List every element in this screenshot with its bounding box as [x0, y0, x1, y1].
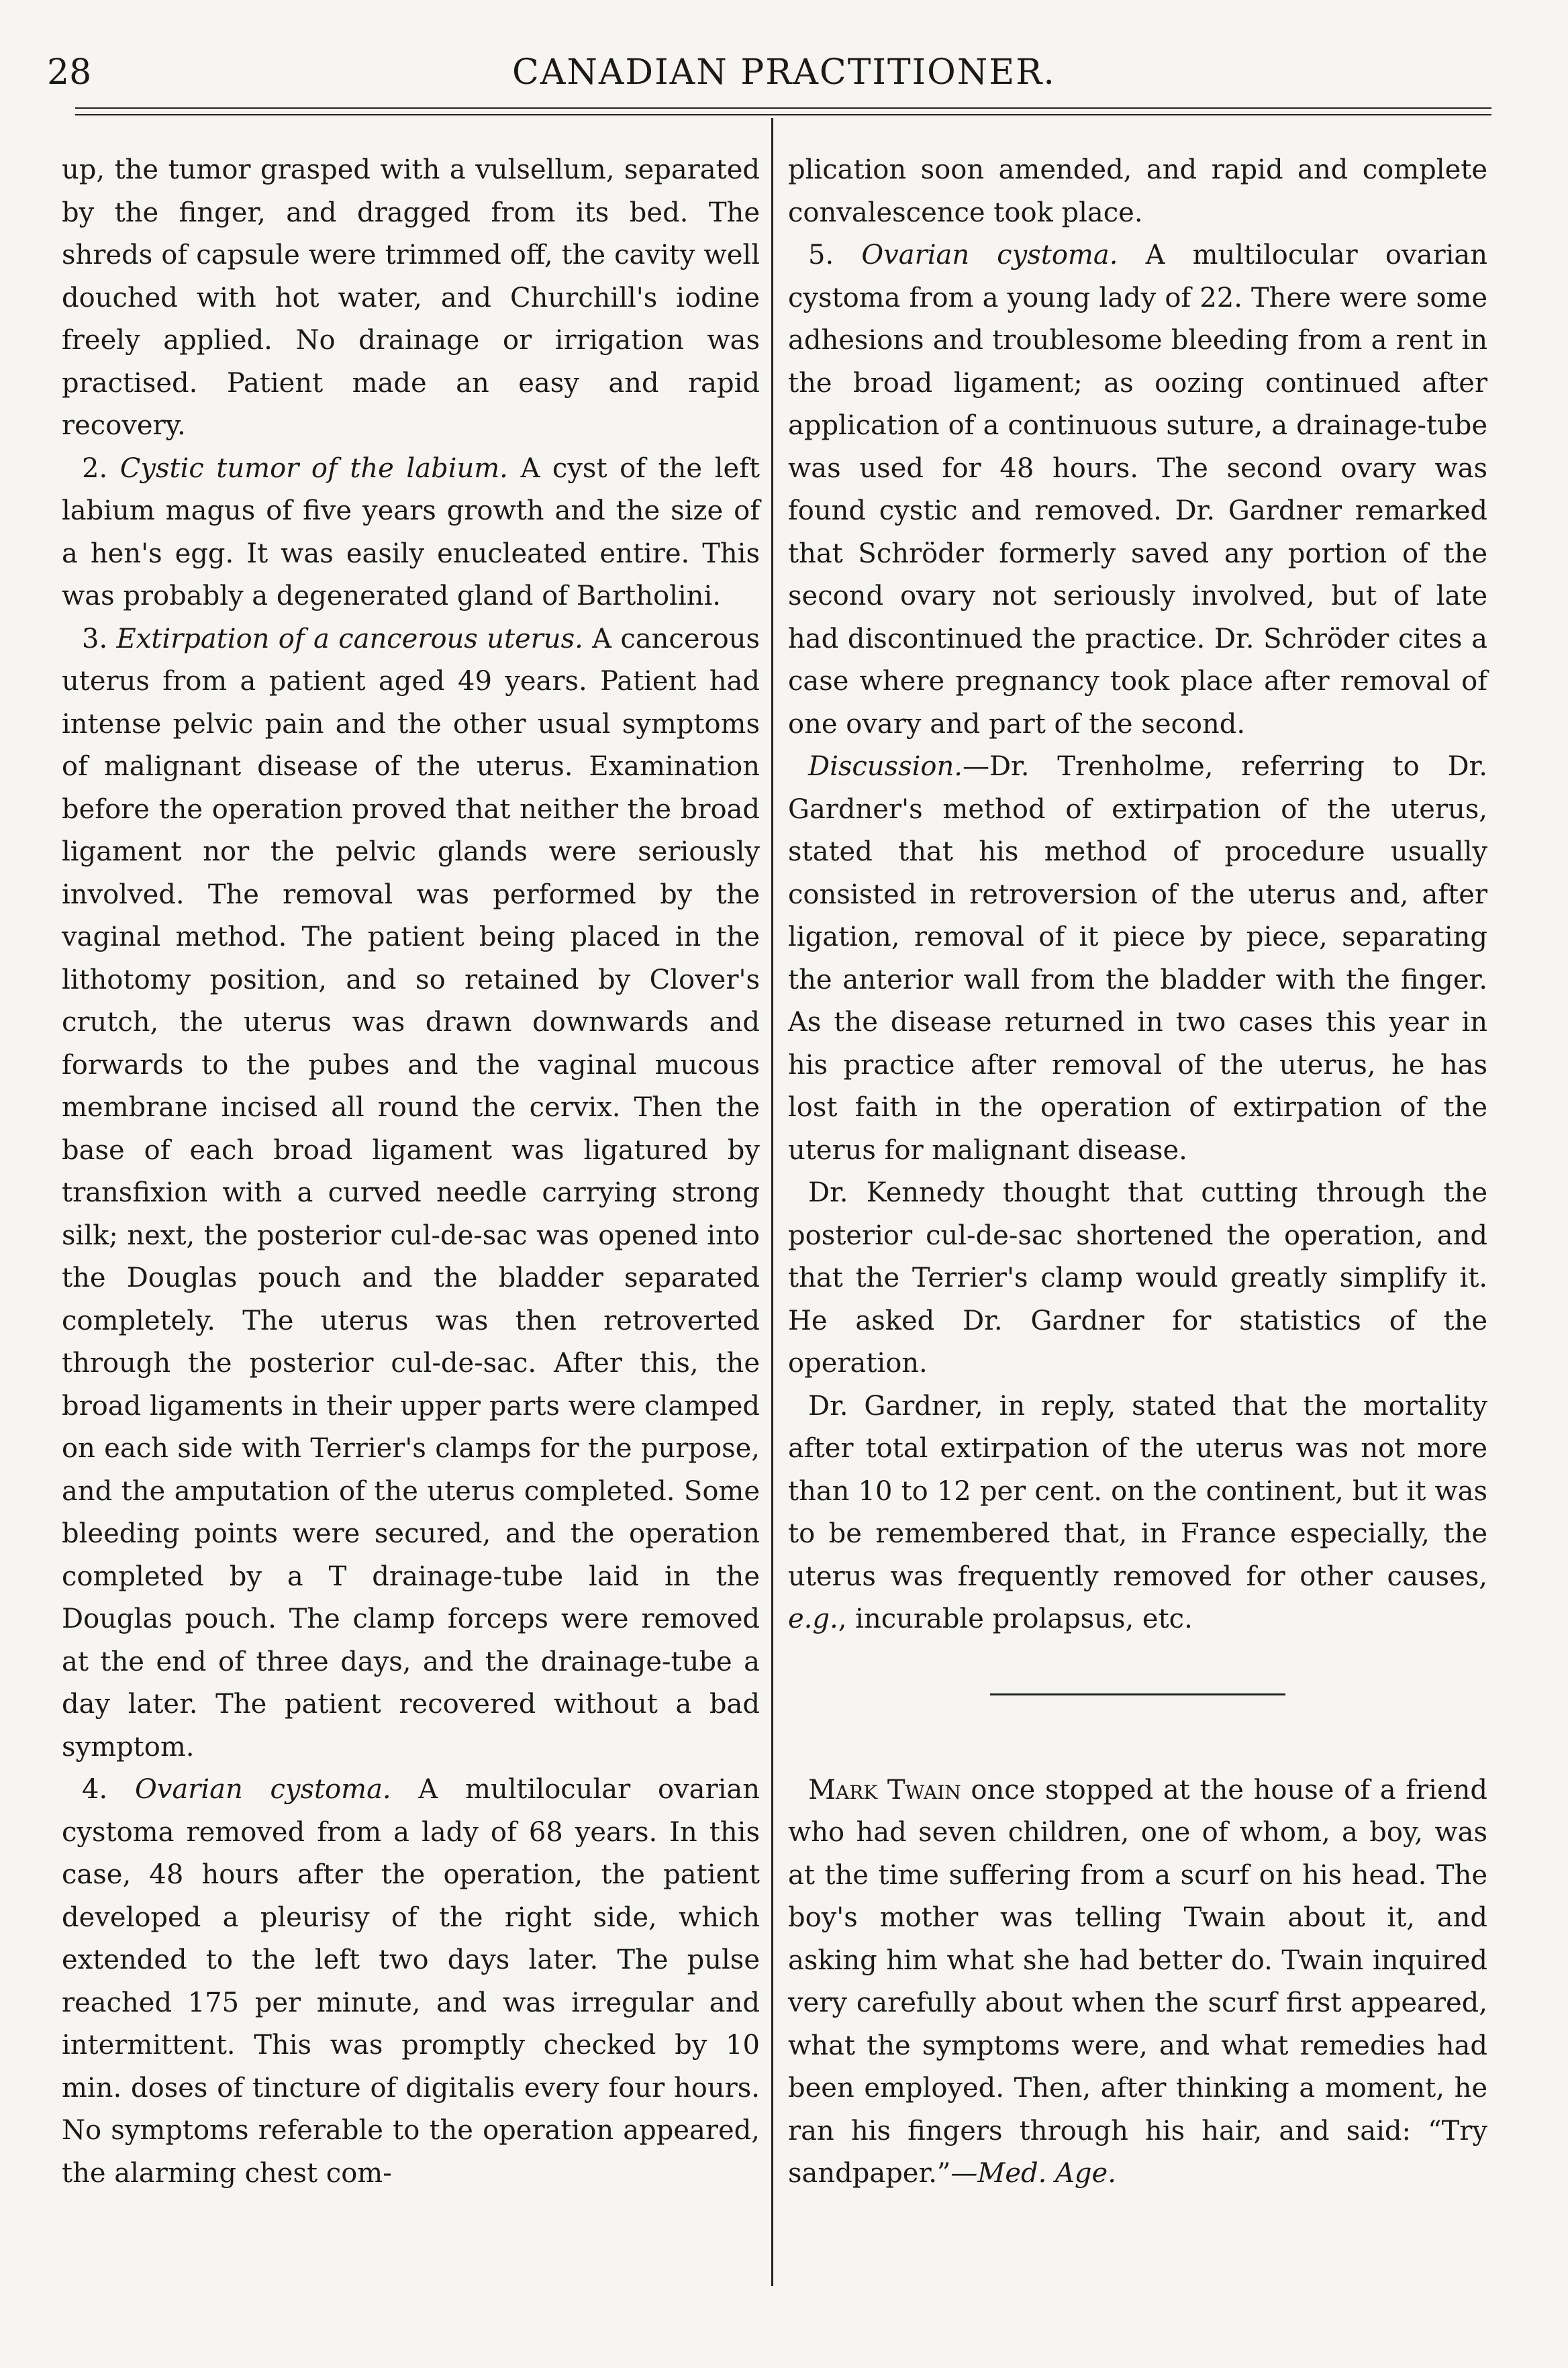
anecdote-body: once stopped at the house of a friend who had seven children, one of whom, a boy, was at the time suffering from a scurf on his head. The boy's mother was telling Twain about it, and asking him what she had better do. Twain inquired very carefully about when the scurf first appeared, what the symptoms were, and what remedies had been employed. Then, after thinking a moment, he ran his fingers through his hair, and said: “Try sandpaper.”	[788, 1774, 1487, 2189]
discussion-heading: Discussion.	[808, 751, 963, 782]
reply-text: Dr. Gardner, in reply, stated that the mortality after total extirpation of the uterus was not more than 10 to 12 per cent. on the continent, but it was to be remembered that, in France especially, the uterus was frequently removed for other causes,	[788, 1390, 1487, 1592]
case-title: Ovarian cystoma.	[134, 1774, 391, 1805]
case-body: A multilocular ovarian cystoma from a young lady of 22. There were some adhesions and troublesome bleeding from a rent in the broad ligament; as oozing continued after application of a continuous suture, a drainage-tube was used for 48 hours. The second ovary was found cystic and removed. Dr. Gardner remarked that Schröder formerly saved any portion of the second ovary not seriously involved, but of late had discontinued the practice. Dr. Schröder cites a case where pregnancy took place after removal of one ovary and part of the second.	[788, 240, 1487, 740]
discussion-body: —Dr. Trenholme, referring to Dr. Gardner's method of extirpation of the uterus, stated that his method of procedure usually consisted in retroversion of the uterus and, after ligation, removal of it piece by piece, separating the anterior wall from the bladder with the finger. As the disease returned in two cases this year in his practice after removal of the uterus, he has lost faith in the operation of extirpation of the uterus for malignant disease.	[788, 751, 1487, 1166]
paragraph-continuation: plication soon amended, and rapid and complete convalescence took place.	[788, 154, 1487, 228]
section-divider	[990, 1693, 1285, 1695]
reply-text-end: , incurable prolapsus, etc.	[838, 1604, 1193, 1634]
case-body: A cancerous uterus from a patient aged 49 years. Patient had intense pelvic pain and the other usual symptoms of malignant disease of the uterus. Examination before the operation proved that neither the broad ligament nor the pelvic glands were seriously involved. The removal was performed by the vaginal method. The patient being placed in the lithotomy position, and so retained by Clover's crutch, the uterus was drawn downwards and forwards to the pubes and the vaginal mucous membrane incised all round the cervix. Then the base of each broad ligament was ligatured by transfixion with a curved needle carrying strong silk; next, the posterior cul-de-sac was opened into the Douglas pouch and the bladder separated completely. The uterus was then retroverted through the posterior cul-de-sac. After this, the broad ligaments in their upper parts were clamped on each side with Terrier's clamps for the purpose, and the amputation of the uterus completed. Some bleeding points were secured, and the operation completed by a T drainage-tube laid in the Douglas pouch. The clamp forceps were removed at the end of three days, and the drainage-tube a day later. The patient recovered without a bad symptom.	[62, 623, 760, 1763]
reply-abbrev: e.g.	[788, 1604, 838, 1634]
case-title: Extirpation of a cancerous uterus.	[116, 623, 583, 654]
paragraph-continuation: up, the tumor grasped with a vulsellum, separated by the finger, and dragged from its bed. The shreds of capsule were trimmed off, the cavity well douched with hot water, and Churchill's iodine freely applied. No drainage or irrigation was practised. Patient made an easy and rapid recovery.	[62, 154, 760, 441]
case-number: 5.	[808, 240, 834, 270]
left-column	[62, 149, 760, 2195]
paragraph-kennedy: Dr. Kennedy thought that cutting through the posterior cul-de-sac shortened the operation, and that the Terrier's clamp would greatly simplify it. He asked Dr. Gardner for statistics of the operation.	[788, 1177, 1487, 1379]
paragraph-case-4	[62, 1769, 760, 2195]
page-number: 28	[47, 52, 92, 93]
paragraph-anecdote	[788, 1769, 1487, 2196]
case-body: A cyst of the left labium magus of five years growth and the size of a hen's egg. It was easily enucleated entire. This was probably a degenerated gland of Bartholini.	[62, 452, 760, 611]
case-number: 2.	[82, 452, 108, 484]
right-column	[788, 149, 1487, 2196]
case-number: 3.	[82, 623, 108, 654]
paragraph-discussion	[788, 746, 1487, 1172]
header-rule-bottom	[75, 114, 1491, 115]
header-rule-top	[75, 107, 1491, 109]
column-divider	[771, 118, 773, 2286]
case-body: A multilocular ovarian cystoma removed from a lady of 68 years. In this case, 48 hours after the operation, the patient developed a pleurisy of the right side, which extended to the left two days later. The pulse reached 175 per minute, and was irregular and intermittent. This was promptly checked by 10 min. doses of tincture of digitalis every four hours. No symptoms referable to the operation appeared, the alarming chest com-	[62, 1774, 761, 2189]
case-title: Cystic tumor of the labium.	[119, 452, 508, 484]
anecdote-source: —Med. Age.	[950, 2158, 1116, 2189]
anecdote-name: Mark Twain	[808, 1774, 961, 1806]
paragraph-case-3	[62, 618, 760, 1769]
paragraph-gardner-reply	[788, 1385, 1487, 1641]
paragraph-case-5	[788, 234, 1487, 746]
paragraph-case-2	[62, 448, 760, 618]
case-number: 4.	[82, 1774, 108, 1805]
case-title: Ovarian cystoma.	[861, 240, 1118, 270]
running-head: CANADIAN PRACTITIONER.	[512, 52, 1056, 93]
